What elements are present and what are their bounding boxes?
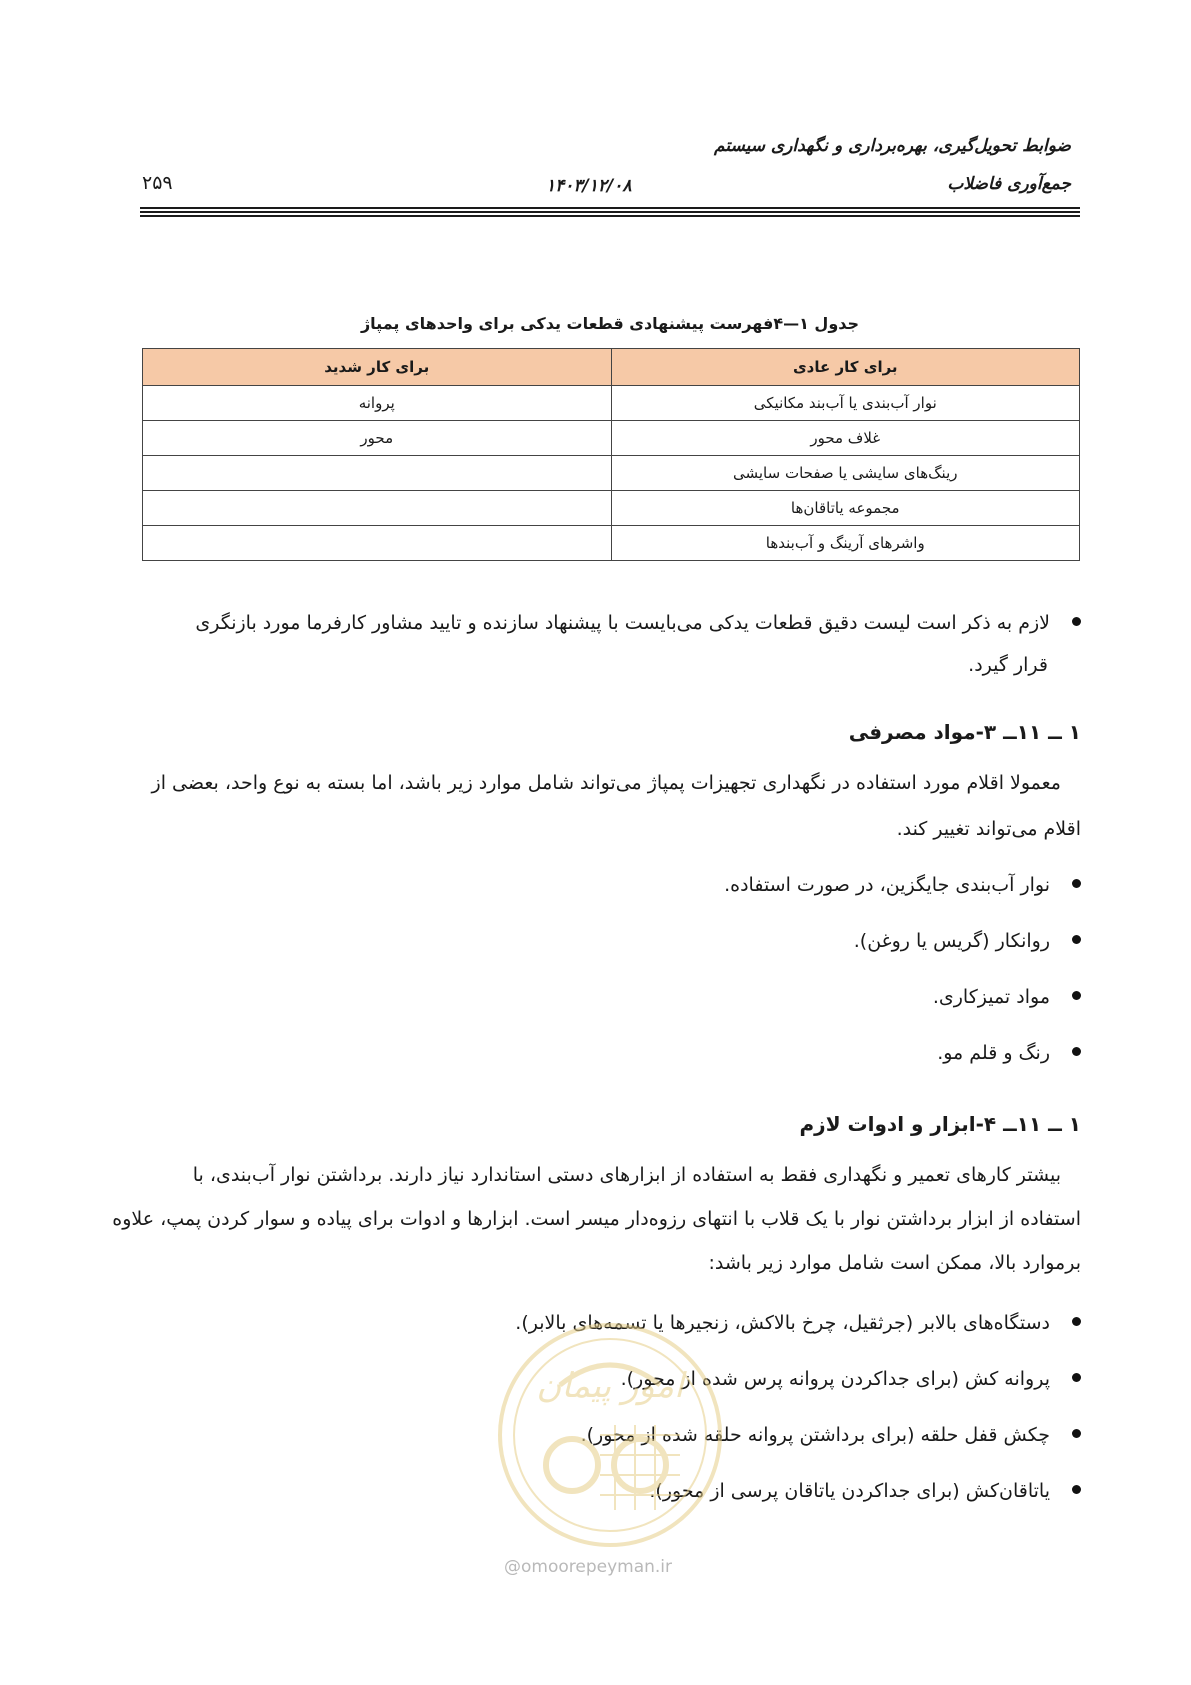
list-item: مواد تمیزکاری. <box>933 974 1081 1020</box>
section-paragraph-line: استفاده از ابزار برداشتن نوار با یک قلاب با انتهای رزوه‌دار میسر است. ابزارها و ادوات برای پیاده و سوار کردن پمپ، علاوه <box>112 1208 1081 1230</box>
list-item: دستگاه‌های بالابر (جرثقیل، چرخ بالاکش، زنجیرها یا تسمه‌های بالابر). <box>515 1300 1081 1346</box>
list-item: رنگ و قلم مو. <box>937 1030 1081 1076</box>
note-text-line1: لازم به ذکر است لیست دقیق قطعات یدکی می‌بایست با پیشنهاد سازنده و تایید مشاور کارفرما مورد بازنگری <box>195 612 1050 634</box>
header-date: ۱۴۰۳/۱۲/۰۸ <box>546 176 632 196</box>
section-paragraph-line: معمولا اقلام مورد استفاده در نگهداری تجهیزات پمپاژ می‌تواند شامل موارد زیر باشد، اما بسته به نوع واحد، بعضی از <box>151 772 1061 794</box>
header-title: ضوابط تحویل‌گیری، بهره‌برداری و نگهداری سیستم <box>714 136 1071 156</box>
bullet-icon <box>1072 991 1081 1000</box>
section-heading: ۱ ــ ۱۱ــ ۴-ابزار و ادوات لازم <box>799 1112 1081 1136</box>
bullet-icon <box>1072 1429 1081 1438</box>
table-cell: محور <box>143 421 612 456</box>
section-paragraph-line: برموارد بالا، ممکن است شامل موارد زیر باشد: <box>708 1252 1081 1274</box>
table-header-cell: برای کار شدید <box>143 349 612 386</box>
bullet-icon <box>1072 1047 1081 1056</box>
bullet-icon <box>1072 1317 1081 1326</box>
header-subtitle: جمع‌آوری فاضلاب <box>947 174 1071 194</box>
table-cell: پروانه <box>143 386 612 421</box>
table-row <box>143 386 1080 421</box>
table-cell: غلاف محور <box>611 421 1080 456</box>
note-bullet-continuation <box>968 642 1048 688</box>
list-item: یاتاقان‌کش (برای جداکردن یاتاقان پرسی از محور). <box>649 1468 1081 1514</box>
list-item: پروانه کش (برای جداکردن پروانه پرس شده از محور). <box>621 1356 1081 1402</box>
page-number: ۲۵۹ <box>142 172 173 194</box>
table-cell: رینگ‌های سایشی یا صفحات سایشی <box>611 456 1080 491</box>
note-bullet <box>195 600 1081 646</box>
table-row <box>143 456 1080 491</box>
section-paragraph-line: بیشتر کارهای تعمیر و نگهداری فقط به استفاده از ابزارهای دستی استاندارد نیاز دارند. برداشتن نوار آب‌بندی، با <box>192 1164 1061 1186</box>
section-paragraph-line: اقلام می‌تواند تغییر کند. <box>896 818 1081 840</box>
table-row <box>143 526 1080 561</box>
header-rule <box>140 215 1080 217</box>
table-cell: واشرهای آرینگ و آب‌بندها <box>611 526 1080 561</box>
bullet-icon <box>1072 935 1081 944</box>
note-text-line2: قرار گیرد. <box>968 654 1048 676</box>
bullet-icon <box>1072 617 1081 626</box>
header-rule <box>140 211 1080 213</box>
list-item: چکش قفل حلقه (برای برداشتن پروانه حلقه شده از محور). <box>581 1412 1081 1458</box>
section-heading: ۱ ــ ۱۱ــ ۳-مواد مصرفی <box>848 720 1081 744</box>
bullet-icon <box>1072 879 1081 888</box>
watermark-url: @omoorepeyman.ir <box>504 1557 673 1577</box>
table-header-cell: برای کار عادی <box>611 349 1080 386</box>
table-row <box>143 491 1080 526</box>
list-item: روانکار (گریس یا روغن). <box>854 918 1081 964</box>
table-cell <box>143 456 612 491</box>
header-rule <box>140 207 1080 209</box>
watermark-seal-icon <box>490 1315 730 1555</box>
table-row <box>143 421 1080 456</box>
spare-parts-table <box>142 348 1080 561</box>
table-cell <box>143 491 612 526</box>
bullet-icon <box>1072 1373 1081 1382</box>
table-cell: نوار آب‌بندی یا آب‌بند مکانیکی <box>611 386 1080 421</box>
table-caption: جدول ۱—۴فهرست پیشنهادی قطعات یدکی برای واحدهای پمپاژ <box>360 314 860 333</box>
list-item: نوار آب‌بندی جایگزین، در صورت استفاده. <box>724 862 1081 908</box>
bullet-icon <box>1072 1485 1081 1494</box>
watermark-text: امور پیمان <box>536 1366 684 1406</box>
table-header-row <box>143 349 1080 386</box>
table-cell: مجموعه یاتاقان‌ها <box>611 491 1080 526</box>
table-cell <box>143 526 612 561</box>
